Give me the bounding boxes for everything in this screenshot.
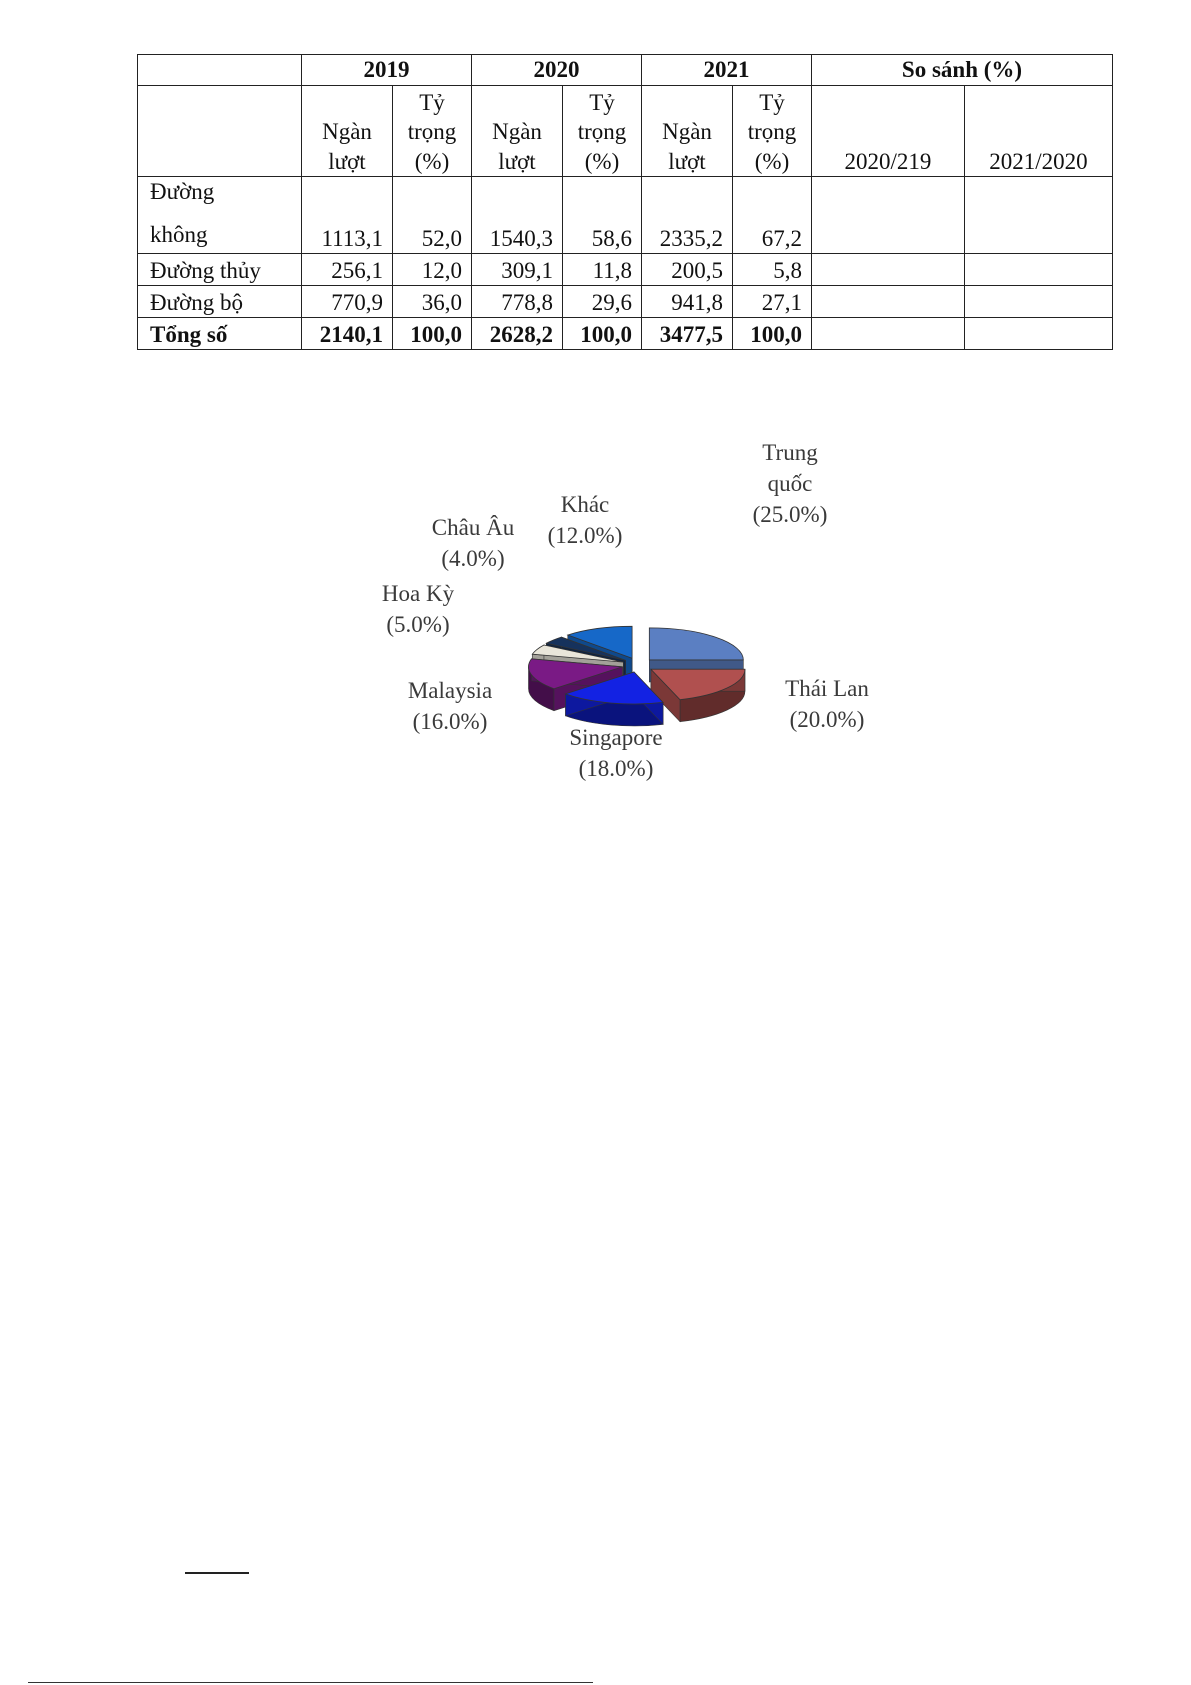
table-cell: 11,8 [563,254,642,286]
slice-name-label: Hoa Kỳ [381,581,455,606]
table-cell: 5,8 [733,254,812,286]
slice-name-label: Trung [762,440,818,465]
slice-percent-label: (5.0%) [386,612,450,637]
thousand-trips-header: Ngàn lượt [302,86,393,177]
share-header: Tỷ trọng (%) [393,86,472,177]
slice-percent-label: (12.0%) [547,523,623,548]
table-cell: 2140,1 [302,318,393,350]
thousand-trips-header: Ngàn lượt [472,86,563,177]
slice-name-label: Khác [560,492,610,517]
table-cell: 2335,2 [642,177,733,254]
row-label: Tổng số [138,318,302,350]
table-cell: 3477,5 [642,318,733,350]
table-cell: 2628,2 [472,318,563,350]
slice-percent-label: (20.0%) [789,707,865,732]
table-cell: 100,0 [563,318,642,350]
slice-percent-label: (4.0%) [441,546,505,571]
row-label: Đường không [138,177,302,254]
pie-slice [651,669,745,721]
slice-percent-label: (16.0%) [412,709,488,734]
table-cell: 200,5 [642,254,733,286]
slice-name-label: quốc [767,471,813,496]
table-cell: 58,6 [563,177,642,254]
slice-percent-label: (18.0%) [578,756,654,781]
slice-name-label: Singapore [569,725,663,750]
table-cell: 1540,3 [472,177,563,254]
row-label: Đường bộ [138,286,302,318]
slice-name-label: Thái Lan [785,676,869,701]
table-cell: 941,8 [642,286,733,318]
slice-percent-label: (25.0%) [752,502,828,527]
year-header: 2020 [472,55,642,86]
compare-header: So sánh (%) [812,55,1113,86]
table-cell: 770,9 [302,286,393,318]
table-cell: 29,6 [563,286,642,318]
table-cell: 52,0 [393,177,472,254]
slice-name-label: Malaysia [407,678,493,703]
share-header: Tỷ trọng (%) [563,86,642,177]
table-cell: 256,1 [302,254,393,286]
footnote-divider [28,1682,593,1683]
compare-2020-header: 2020/219 [812,86,965,177]
compare-2021-header: 2021/2020 [965,86,1113,177]
row-label: Đường thủy [138,254,302,286]
table-cell: 100,0 [733,318,812,350]
table-cell: 778,8 [472,286,563,318]
year-header: 2021 [642,55,812,86]
table-cell: 309,1 [472,254,563,286]
slice-name-label: Châu Âu [431,515,515,540]
table-cell: 1113,1 [302,177,393,254]
table-cell: 36,0 [393,286,472,318]
short-divider [185,1572,249,1574]
pie-slice-top [649,628,743,660]
table-cell: 67,2 [733,177,812,254]
year-header: 2019 [302,55,472,86]
share-header: Tỷ trọng (%) [733,86,812,177]
table-cell: 27,1 [733,286,812,318]
table-cell: 100,0 [393,318,472,350]
thousand-trips-header: Ngàn lượt [642,86,733,177]
table-cell: 12,0 [393,254,472,286]
